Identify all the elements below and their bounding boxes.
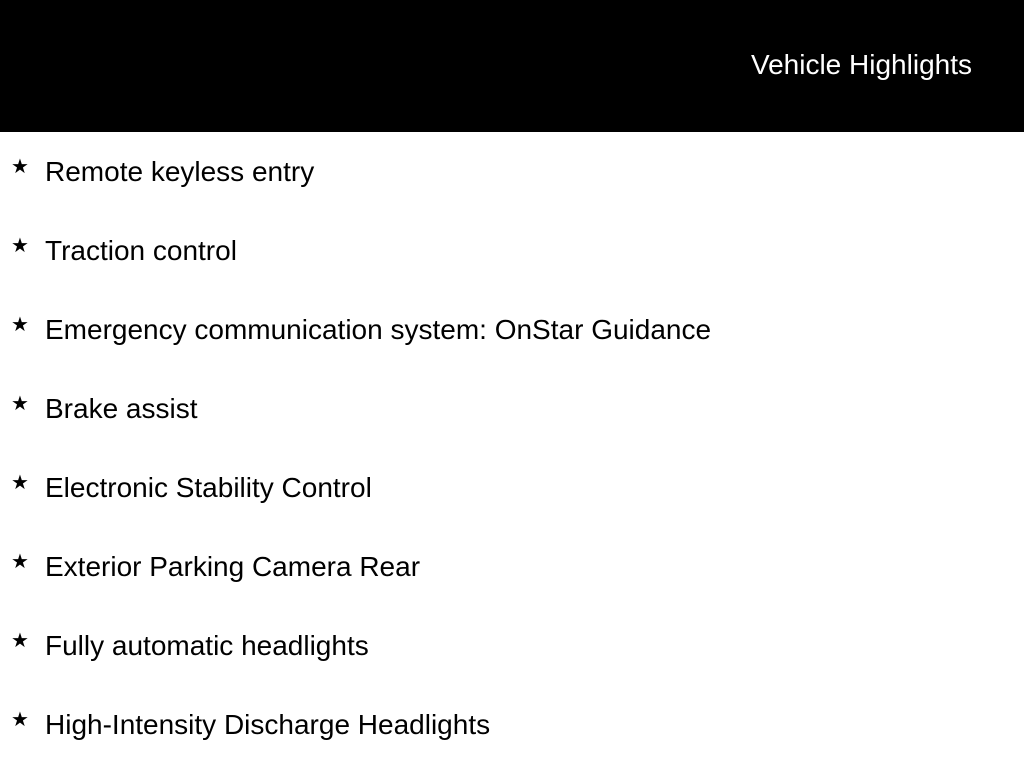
star-icon: ★ [11, 235, 29, 257]
feature-label: Remote keyless entry [45, 156, 315, 187]
list-item [0, 290, 1024, 369]
feature-label: Emergency communication system: OnStar Guidance [45, 314, 712, 345]
feature-label: Brake assist [45, 393, 198, 424]
star-icon: ★ [11, 156, 29, 178]
list-item [0, 527, 1024, 606]
feature-label: High-Intensity Discharge Headlights [45, 709, 491, 740]
header-bar [0, 0, 1024, 132]
star-icon: ★ [11, 393, 29, 415]
list-item [0, 685, 1024, 764]
feature-label: Traction control [45, 235, 237, 266]
star-icon: ★ [11, 630, 29, 652]
list-item [0, 448, 1024, 527]
list-item [0, 132, 1024, 211]
page-title: Vehicle Highlights [750, 49, 972, 80]
feature-label: Fully automatic headlights [45, 630, 369, 661]
list-item [0, 606, 1024, 685]
list-item [0, 211, 1024, 290]
feature-label: Electronic Stability Control [45, 472, 372, 503]
feature-label: Exterior Parking Camera Rear [45, 551, 421, 582]
star-icon: ★ [11, 314, 29, 336]
star-icon: ★ [11, 709, 29, 731]
star-icon: ★ [11, 472, 29, 494]
list-item [0, 369, 1024, 448]
star-icon: ★ [11, 551, 29, 573]
vehicle-highlights-list [0, 132, 1024, 764]
